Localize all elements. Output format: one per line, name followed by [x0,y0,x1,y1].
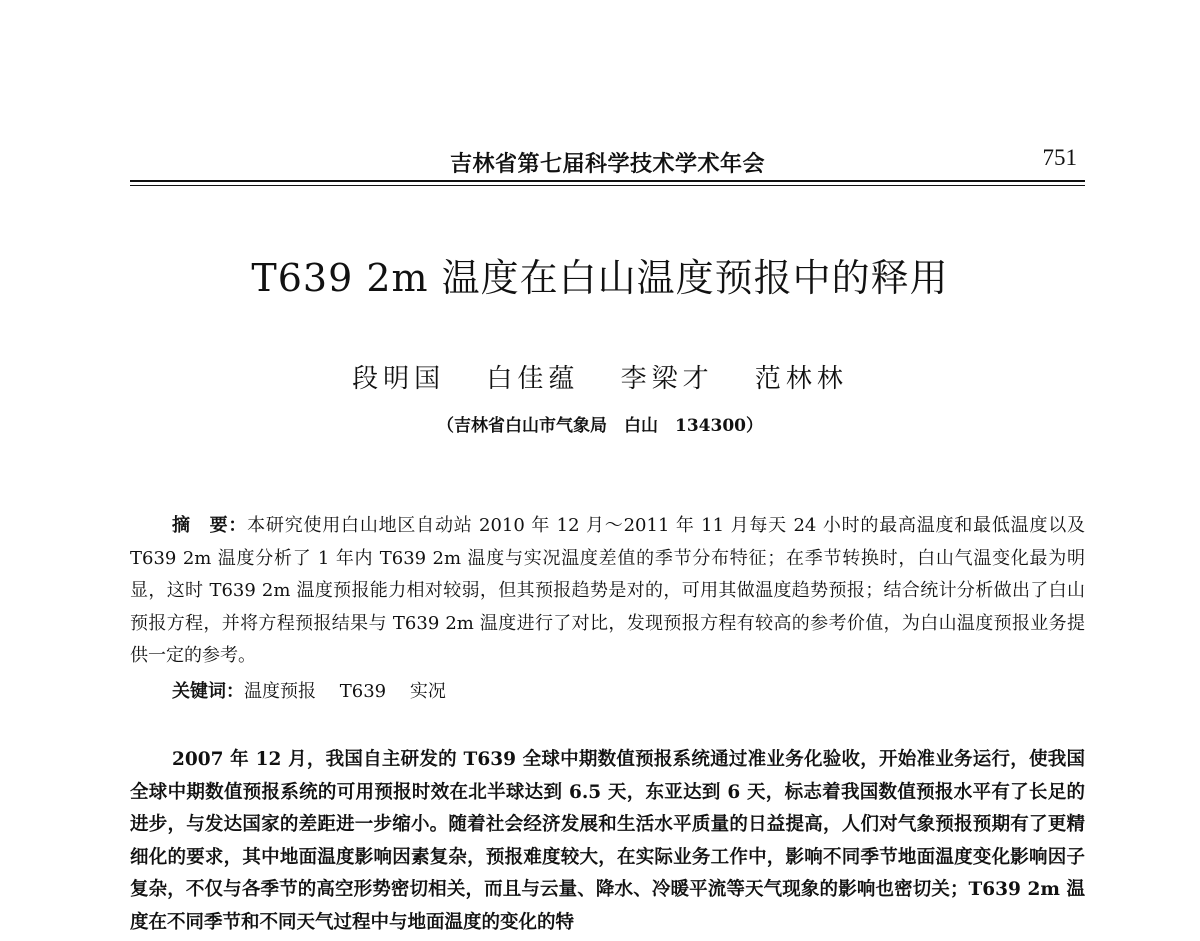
author-name: 白佳蕴 [486,364,580,394]
header-rule-thick [130,180,1085,182]
abstract-label: 摘 要： [172,515,248,536]
author-name: 段明国 [352,364,446,394]
affiliation: （吉林省白山市气象局 白山 134300） [437,416,763,436]
abstract-text: 本研究使用白山地区自动站 2010 年 12 月～2011 年 11 月每天 24 小时的最高温度和最低温度以及 T639 2m 温度分析了 1 年内 T639 2m 温度与实况温度差值的季节分布特征；在季节转换时，白山气温变化最为明显，这时 T639 2m 温度预报能力相对较弱，但其预报趋势是对的，可用其做温度趋势预报；结合统计分析做出了白山预报方程，并将方程预报结果与 T639 2m 温度进行了对比，发现预报方程有较高的参考价值，为白山温度预报业务提供一定的参考。 [130,515,1086,666]
keyword: 实况 [409,681,446,702]
keywords-label: 关键词： [172,681,244,702]
header-rule-thin [130,185,1085,186]
page-number: 751 [1042,145,1077,170]
author-name: 李梁才 [620,364,714,394]
author-name: 范林林 [754,364,848,394]
conference-title: 吉林省第七届科学技术学术年会 [449,151,765,177]
paper-title: T639 2m 温度在白山温度预报中的释用 [251,256,949,300]
abstract [130,510,1085,673]
running-header [130,143,1085,179]
body-paragraph: 2007 年 12 月，我国自主研发的 T639 全球中期数值预报系统通过准业务化验收，开始准业务运行，使我国全球中期数值预报系统的可用预报时效在北半球达到 6.5 天，东亚达到 6 天，标志着我国数值预报水平有了长足的进步，与发达国家的差距进一步缩小。随着社会经济发展和生活水平质量的日益提高，人们对气象预报预期有了更精细化的要求，其中地面温度影响因素复杂，预报难度较大，在实际业务工作中，影响不同季节地面温度变化影响因子复杂，不仅与各季节的高空形势密切相关，而且与云量、降水、冷暖平流等天气现象的影响也密切关；T639 2m 温度在不同季节和不同天气过程中与地面温度的变化的特 [130,749,1085,933]
keyword: T639 [339,681,387,702]
keywords [172,677,464,703]
keyword: 温度预报 [244,681,316,702]
author-list [0,358,1200,395]
